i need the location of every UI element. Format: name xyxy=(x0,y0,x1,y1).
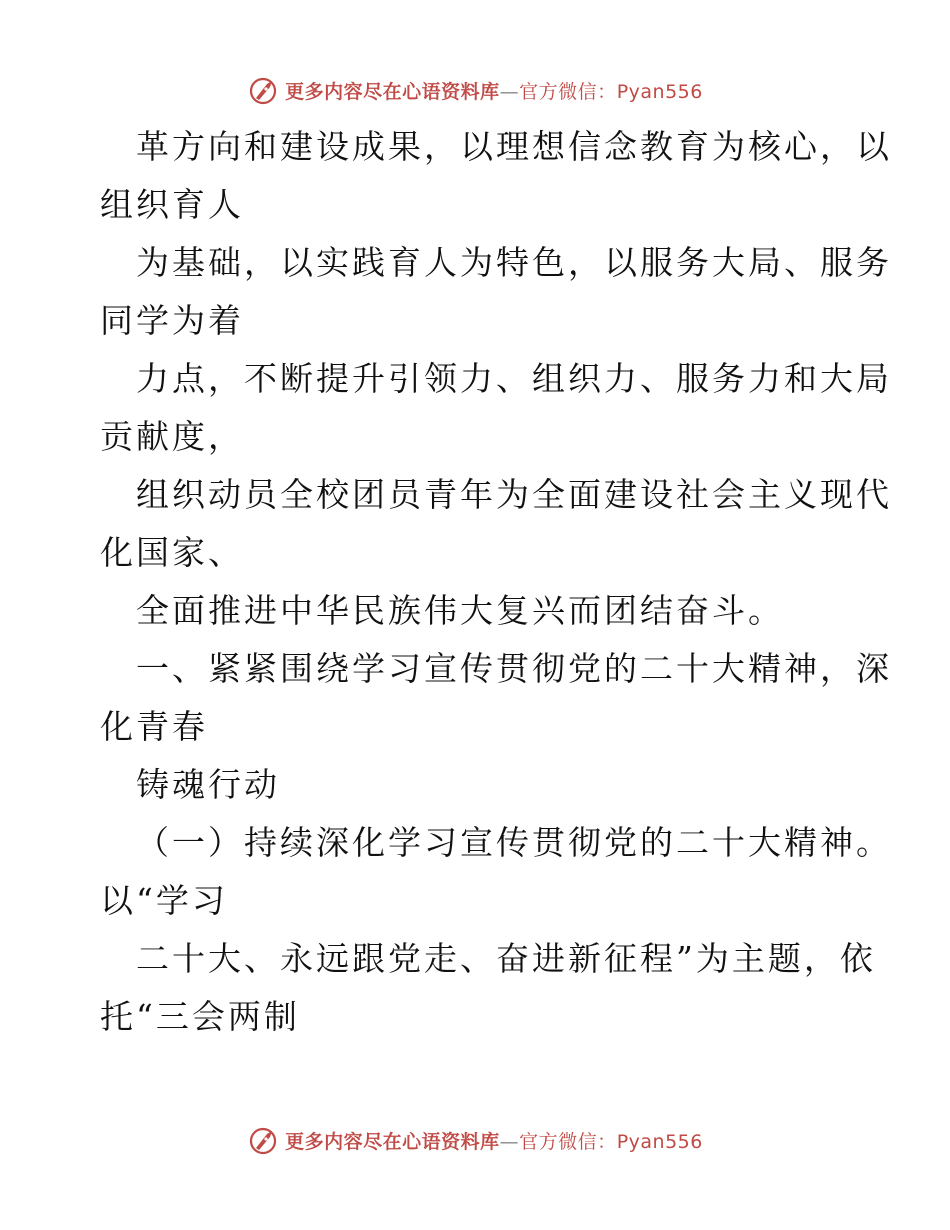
text-line: 组织育人 xyxy=(100,185,244,224)
watermark-wechat-id: Pyan556 xyxy=(616,80,703,103)
watermark-label: 官方微信： xyxy=(519,1130,617,1153)
watermark-text xyxy=(285,1127,703,1154)
watermark-header xyxy=(0,70,950,110)
text-line: 革方向和建设成果，以理想信念教育为核心，以 xyxy=(136,127,892,166)
text-line: 贡献度， xyxy=(100,417,244,456)
text-line: 化国家、 xyxy=(100,533,244,572)
text-line: 力点，不断提升引领力、组织力、服务力和大局 xyxy=(136,359,892,398)
document-body xyxy=(100,118,892,1046)
text-line: 组织动员全校团员青年为全面建设社会主义现代 xyxy=(136,475,892,514)
watermark-text xyxy=(285,77,703,104)
watermark-footer xyxy=(0,1120,950,1160)
paragraph xyxy=(100,582,860,640)
text-line: 全面推进中华民族伟大复兴而团结奋斗。 xyxy=(136,591,784,630)
text-line: （一）持续深化学习宣传贯彻党的二十大精神。 xyxy=(136,823,892,862)
paragraph xyxy=(100,350,892,466)
watermark-separator: — xyxy=(499,80,520,103)
text-line: 一、紧紧围绕学习宣传贯彻党的二十大精神，深 xyxy=(136,649,892,688)
text-line: 托“三会两制 xyxy=(100,997,300,1036)
watermark-wechat-id: Pyan556 xyxy=(616,1130,703,1153)
text-line: 化青春 xyxy=(100,707,208,746)
text-line: 二十大、永远跟党走、奋进新征程”为主题，依 xyxy=(136,939,876,978)
paragraph xyxy=(100,930,876,1046)
text-line: 以“学习 xyxy=(100,881,228,920)
watermark-separator: — xyxy=(499,1130,520,1153)
paragraph xyxy=(100,118,892,234)
paragraph xyxy=(100,234,892,350)
pen-nib-circle-icon xyxy=(247,74,279,106)
watermark-brand: 更多内容尽在心语资料库 xyxy=(285,1130,500,1153)
text-line: 铸魂行动 xyxy=(136,765,280,804)
paragraph xyxy=(100,756,860,814)
text-line: 为基础，以实践育人为特色，以服务大局、服务 xyxy=(136,243,892,282)
paragraph xyxy=(100,814,892,930)
text-line: 同学为着 xyxy=(100,301,244,340)
watermark-brand: 更多内容尽在心语资料库 xyxy=(285,80,500,103)
paragraph xyxy=(100,466,892,582)
watermark-label: 官方微信： xyxy=(519,80,617,103)
section-heading xyxy=(100,640,892,756)
pen-nib-circle-icon xyxy=(247,1124,279,1156)
